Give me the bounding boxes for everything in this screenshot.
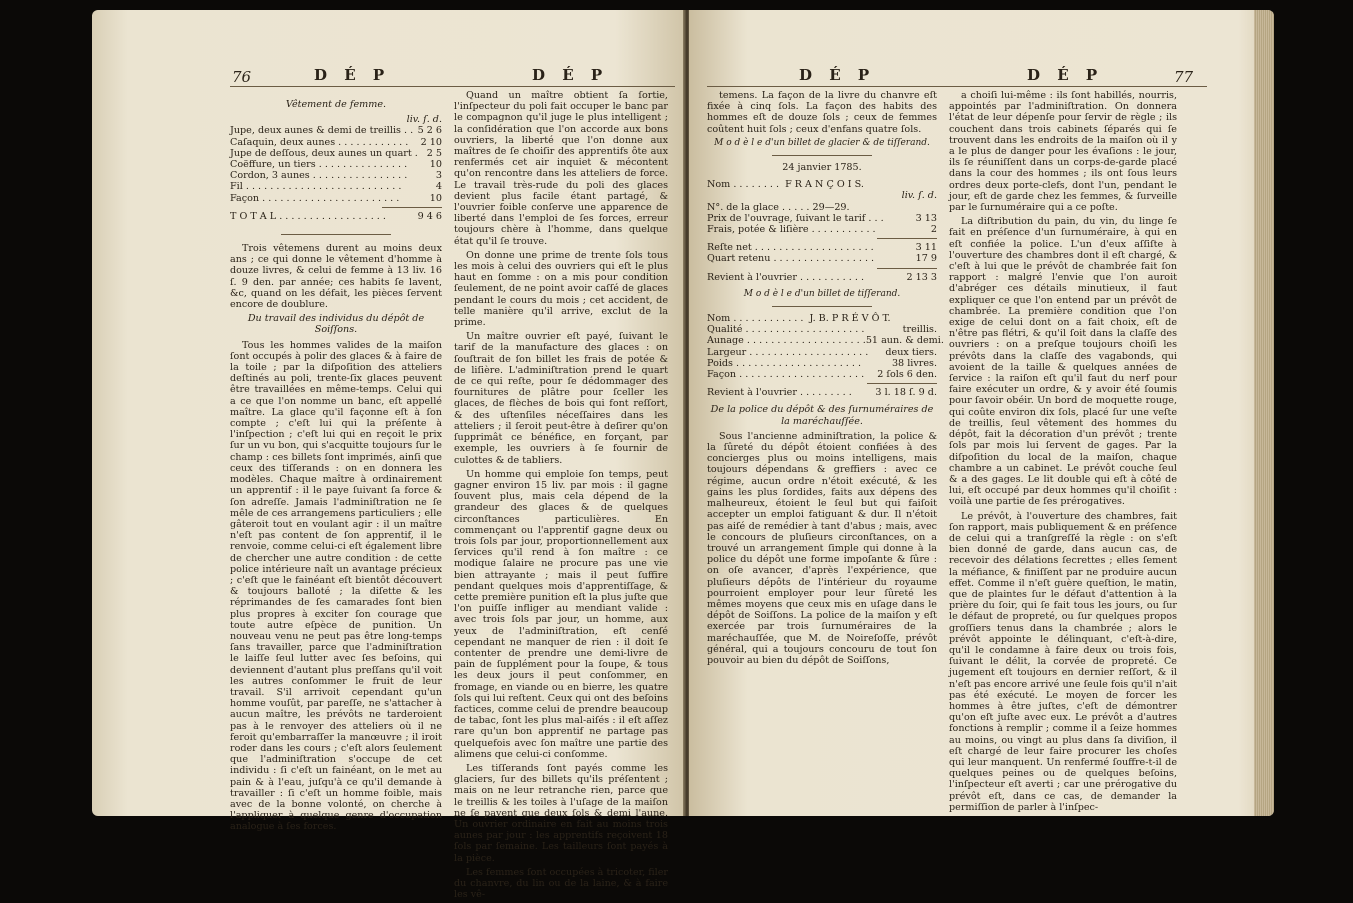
table-row	[230, 181, 442, 192]
row-label: Caſaquin, deux aunes . . . . . . . . . . . .	[230, 136, 409, 148]
paragraph: Un homme qui emploie ſon temps, peut gagner environ 15 liv. par mois : il gagne ſouvent plus, mais cela dépend de la grandeur des glaces & de quelques circonſtances particulières. En commençant ou l'apprentif gagne deux ou trois ſols par jour, proportionnellement aux ſervices qu'il rend à ſon maître : ce modique ſalaire ne procure pas une vie bien attrayante ; mais il peut ſuffire pendant quelques mois d'apprentiſſage, & cette première punition eſt la plus juſte que l'on puiſſe infliger au mendiant valide : avec trois ſols par jour, un homme, aux yeux de l'adminiſtration, eſt cenſé cependant ne manquer de rien : il doit ſe contenter de prendre une demi-livre de pain de ſupplément pour la ſoupe, & tous les deux jours il peut conſommer, en fromage, en viande ou en bierre, les quatre ſols qui lui reſtent. Ceux qui ont des beſoins factices, comme celui de prendre beaucoup de tabac, ſont les plus mal-aiſés : il eſt aſſez rare qu'un bon apprentif ne partage pas quelquefois avec ſon maître une partie des alimens que celui-ci conſomme.	[454, 468, 668, 760]
model-title: M o d è l e d'un billet de glacier & de tiſſerand.	[714, 137, 930, 148]
subheading: Du travail des individus du dépôt de Soiſſons.	[247, 313, 425, 336]
row-amount: 2 10	[420, 136, 442, 148]
row-amount: 5 2 6	[417, 125, 442, 137]
model-title: M o d è l e d'un billet de tiſſerand.	[743, 288, 901, 299]
table-row	[230, 159, 442, 170]
sum-rule	[877, 238, 937, 239]
paragraph: Un maître ouvrier eſt payé, ſuivant le tarif de la manufacture des glaces : on ſouſtrait de ſon billet les frais de potée & de liſière. L'adminiſtration prend le quart de ce qui reſte, pour ſe dédommager des fournitures de plâtre pour ſceller les glaces, de flèches de bois qui font reſſort, & des uſtenſiles néceſſaires dans les atteliers ; il ſeroit peut-être à deſirer qu'on ſupprimât ce bénéfice, en forçant, par exemple, les ouvriers à ſe fournir de culottes & de tabliers.	[454, 331, 668, 466]
running-head: D É P	[532, 66, 609, 84]
row-amount: treillis.	[902, 324, 937, 336]
paragraph: Les tiſſerands ſont payés comme les glaciers, ſur des billets qu'ils préſentent ; mais on ne leur retranche rien, parce que le treillis & les toiles à l'uſage de la maiſon ne ſe payent que deux ſols & demi l'aune. Un ouvrier ordinaire en fait au moins trois aunes par jour : les apprentifs reçoivent 18 ſols par ſemaine. Les tailleurs ſont payés à la pièce.	[454, 762, 668, 864]
ticket-date: 24 janvier 1785.	[782, 162, 862, 174]
row-amount: 3	[435, 170, 442, 182]
table-row	[707, 253, 937, 264]
left-page	[92, 10, 687, 901]
row-label: Cordon, 3 aunes . . . . . . . . . . . . . . . .	[230, 170, 408, 182]
paragraph: Sous l'ancienne adminiſtration, la police & la ſûreté du dépôt étoient confiées à des concierges plus ou moins intelligens, mais toujours dépendans & greffiers : avec ce régime, aucun ordre n'étoit exécuté, & les gains les plus ſordides, faits aux dépens des malheureux, étoient le ſeul but qui faiſoit accepter un emploi fatiguant & dur. Il n'étoit pas aiſé de remédier à tant d'abus ; mais, avec le concours de pluſieurs circonſtances, on a trouvé un arrangement ſimple qui donne à la police du dépôt une forme impoſante & ſûre : on oſe avancer, d'après l'expérience, que pluſieurs dépôts de l'intérieur du royaume pourroient employer pour leur ſûreté les mêmes moyens que ceux mis en uſage dans le dépôt de Soiſſons. La police de la maiſon y eſt exercée par trois ſurnuméraires de la maréchauſſée, que M. de Noireſoſſe, prévôt général, qui a toujours concouru de tout ſon pouvoir au bien du dépôt de Soiſſons,	[707, 430, 937, 666]
right-column-2	[949, 90, 1177, 816]
row-label: Qualité . . . . . . . . . . . . . . . . . . . .	[707, 324, 865, 336]
row-amount: 10	[429, 159, 442, 171]
sum-rule	[867, 383, 937, 384]
page-number: 76	[232, 68, 252, 86]
row-amount: 51 aun. & demi.	[865, 335, 944, 347]
row-amount: 2	[930, 224, 937, 236]
sum-rule	[877, 268, 937, 269]
table-row	[230, 148, 442, 159]
ticket-table	[707, 202, 937, 236]
units-header: liv. ſ. d.	[406, 114, 442, 126]
cost-table	[230, 125, 442, 203]
paragraph: a choiſi lui-même : ils ſont habillés, nourris, appointés par l'adminiſtration. On donnera l'état de leur dépenſe pour ſervir de règle ; ils couchent dans trois cabinets ſéparés qui ſe trouvent dans les endroits de la maiſon où il y a le plus de danger pour les évaſions : le jour, ils ſe réuniſſent dans un corps-de-garde placé dans la cour des hommes ; ils ont ſous leurs ordres deux porte-clefs, dont l'un, pendant le jour, eſt de garde chez les femmes, & ſurveille par le ſurnuméraire qui a ce poſte.	[949, 90, 1177, 214]
units-header: liv. ſ. d.	[901, 190, 937, 202]
paragraph: Trois vêtemens durent au moins deux ans ; ce qui donne le vêtement d'homme à douze livres, & celui de femme à 13 liv. 16 ſ. 9 den. par année; ces habits ſe lavent, &c, quand on les défait, les pièces ſervent encore de doublure.	[230, 243, 442, 311]
revient-row: Revient à l'ouvrier . . . . . . . . . . . 2 13 3	[707, 271, 937, 283]
open-book	[92, 10, 1288, 901]
ticket-table	[707, 324, 944, 381]
paragraph: Les femmes ſont occupées à tricoter, filer du chanvre, du lin ou de la laine, & à faire les vê-	[454, 866, 668, 901]
row-amount: 38 livres.	[891, 357, 937, 369]
paragraph: La diſtribution du pain, du vin, du linge ſe fait en préſence d'un ſurnuméraire, à qui en eſt confiée la police. L'un d'eux aſſiſte à l'ouverture des chambres dont il eſt chargé, & c'eſt à lui que le prévôt de chambrée fait ſon rapport : malgré l'envie que l'on auroit d'abréger ces détails minutieux, il faut expliquer ce que l'on entend par un prévôt de chambrée. La première condition que l'on exige de celui dont on a fait choix, eſt de n'être pas flétri, & qu'il ſoit dans la claſſe des ouvriers : on a preſque toujours choiſi les prévôts dans la claſſe des vagabonds, qui avoient de la taille & quelques années de ſervice : la raiſon eſt qu'il faut du nerf pour faire exécuter un ordre, & y avoir été ſoumis pour ſavoir obéir. Un bord de moquette rouge, qui coûte environ dix ſols, placé ſur une veſte de treillis, ſeul vêtement des hommes du dépôt, fait la décoration d'un prévôt ; trente ſols par mois lui ſervent de gages. Par la diſpoſition du local de la maiſon, chaque chambre a un cabinet. Le prévôt couche ſeul & a des gages. Le lit double qui eſt à côté de lui, eſt occupé par deux hommes qu'il choiſit : voilà une partie de ſes prérogatives.	[949, 216, 1177, 508]
ticket-name-row: Nom . . . . . . . . F R A N Ç O I S.	[707, 179, 864, 191]
row-label: Poids . . . . . . . . . . . . . . . . . . . . .	[707, 357, 862, 369]
row-label: Façon . . . . . . . . . . . . . . . . . . . . .	[707, 369, 865, 381]
paragraph: temens. La façon de la livre du chanvre eſt fixée à cinq ſols. La façon des habits des hommes eſt de douze ſols ; ceux de femmes coûtent huit ſols ; ceux d'enfans quatre ſols.	[707, 90, 937, 135]
divider	[772, 155, 872, 156]
section-heading: Vêtement de femme.	[285, 99, 387, 110]
ticket-name-row: Nom . . . . . . . . . . . . J. B. P R É V Ô T.	[707, 313, 891, 325]
row-amount: 4	[435, 181, 442, 193]
table-row	[707, 324, 937, 335]
row-label: Coëffure, un tiers . . . . . . . . . . . . . . .	[230, 159, 408, 171]
row-label: Façon . . . . . . . . . . . . . . . . . . . . . . .	[230, 192, 400, 204]
table-row	[707, 335, 944, 347]
row-amount: 3 11	[915, 242, 937, 254]
table-row	[707, 202, 937, 213]
divider	[281, 234, 391, 235]
row-label: Jupe de deſſous, deux aunes un quart .	[230, 147, 418, 159]
row-label: N°. de la glace . . . . . 29—29.	[707, 201, 850, 213]
table-row	[707, 242, 937, 253]
paragraph: Le prévôt, à l'ouverture des chambres, fait ſon rapport, mais publiquement & en préſence de celui qui a tranſgreſſé la règle : on s'eſt bien donné de garde, dans aucun cas, de recevoir des délations ſecrettes ; elles ſement la méfiance, & finiſſent par ne produire aucun effet. Comme il n'eſt guère queſtion, le matin, que de plaintes ſur le défaut d'attention à la prière du ſoir, qui ſe fait tous les jours, ou ſur le défaut de propreté, ou ſur quelques propos groſſiers tenus dans la chambrée ; alors le prévôt appointe le délinquant, c'eſt-à-dire, qu'il le condamne à faire deux ou trois fois, ſuivant le délit, la corvée de propreté. Ce jugement eſt toujours en dernier reſſort, & il n'eſt pas encore arrivé une ſeule fois qu'il n'ait pas été exécuté. Le moyen de forcer les hommes à être juſtes, c'eſt de démontrer qu'on eſt juſte avec eux. Le prévôt a d'autres fonctions à remplir ; comme il a ſeize hommes au moins, ou vingt au plus dans ſa diviſion, il eſt chargé de leur faire procurer les choſes qui leur manquent. Un renfermé ſouffre-t-il de quelques peines ou de quelques beſoins, l'inſpecteur eſt averti ; car une prérogative du prévôt eſt, dans ce cas, de demander la permiſſion de parler à l'inſpec-	[949, 510, 1177, 813]
header-rule	[707, 86, 1207, 87]
page-number: 77	[1174, 68, 1194, 86]
table-row	[230, 125, 442, 136]
right-page	[689, 10, 1274, 816]
left-column-1	[230, 96, 442, 836]
table-row	[707, 347, 937, 358]
table-row	[707, 213, 937, 224]
row-amount: 3 13	[915, 212, 937, 224]
sum-rule	[382, 207, 442, 208]
running-head: D É P	[1027, 66, 1104, 84]
table-row	[707, 358, 937, 369]
table-row	[230, 193, 442, 204]
paragraph: Tous les hommes valides de la maiſon ſont occupés à polir des glaces & à faire de la toile ; par la diſpoſition des atteliers deſtinés au poli, trente-ſix glaces peuvent être travaillées en même-temps. Celui qui a ce que l'on nomme un banc, eſt appellé maître. La glace qu'il façonne eſt à ſon compte ; c'eſt lui qui la préſente à l'inſpection ; c'eſt lui qui en reçoit le prix ſur un vu bon, qui s'acquitte toujours ſur le champ : ces billets ſont imprimés, ainſi que ceux des tiſſerands : on en donnera les modèles. Chaque maître à ordinairement un apprentif : il le paye ſuivant ſa force & ſon adreſſe. Jamais l'adminiſtration ne ſe mêle de ces arrangemens particuliers ; elle gâteroit tout en voulant agir : il un maître n'eſt pas content de ſon apprentif, il le renvoie, comme celui-ci eſt également libre de chercher une autre condition : de cette police intérieure naît un avantage précieux ; c'eſt que le fainéant eſt bientôt découvert & toujours balloté ; la diſette & les réprimandes de ſes camarades ſont bien plus propres à exciter ſon courage que toute autre eſpèce de punition. Un nouveau venu ne peut pas être long-temps ſans travailler, parce que l'adminiſtration le laiſſe ſeul lutter avec ſes beſoins, qui deviennent d'autant plus preſſans qu'il voit les autres conſommer le fruit de leur travail. S'il arrivoit cependant qu'un homme vouſût, par pareſſe, ne s'attacher à aucun maître, les prévôts ne tarderoient pas à le renvoyer des atteliers où il ne feroit qu'embarraſſer la manœuvre ; il iroit roder dans les cours ; c'eſt alors ſeulement que l'adminiſtration s'occupe de cet individu : ſi c'eſt un fainéant, on le met au pain & à l'eau, juſqu'à ce qu'il demande à travailler : ſi c'eſt un homme foible, mais avec de la bonne volonté, on cherche à l'appliquer à quelque genre d'occupation analogue à ſes forces.	[230, 339, 442, 833]
ticket-table	[707, 242, 937, 264]
row-amount: deux tiers.	[885, 346, 937, 358]
page-edges	[1254, 10, 1274, 816]
table-row	[707, 369, 937, 380]
running-head: D É P	[799, 66, 876, 84]
row-label: Fil . . . . . . . . . . . . . . . . . . . . . . . . . .	[230, 181, 402, 193]
row-label: Jupe, deux aunes & demi de treillis . .	[230, 125, 414, 137]
table-row	[707, 224, 937, 235]
row-amount: 2 5	[426, 147, 442, 159]
row-label: Aunage . . . . . . . . . . . . . . . . . . . .	[707, 335, 866, 347]
paragraph: On donne une prime de trente ſols tous les mois à celui des ouvriers qui eſt le plus haut en ſomme : on a mis pour condition ſeulement, de ne point avoir caſſé de glaces pendant le cours du mois ; cet accident, de telle manière qu'il arrive, exclut de la prime.	[454, 249, 668, 329]
divider	[772, 306, 872, 307]
row-label: Quart retenu . . . . . . . . . . . . . . . . .	[707, 253, 875, 265]
row-label: Largeur . . . . . . . . . . . . . . . . . . . .	[707, 346, 869, 358]
subheading: De la police du dépôt & des ſurnuméraires de la maréchauſſée.	[710, 404, 934, 427]
paragraph: Quand un maître obtient ſa ſortie, l'inſpecteur du poli fait occuper le banc par le compagnon qu'il juge le plus intelligent ; la conſidération que l'on accorde aux bons ouvriers, la liberté que l'on donne aux maîtres de ſe choiſir des apprentifs ôte aux renfermés cet air inquiet & mécontent qu'on rencontre dans les atteliers de force. Le travail très-rude du poli des glaces devient plus facile étant partagé, & l'ouvrier foible conſerve une apparence de liberté dans l'emploi de ſes forces, erreur toujours chère à l'homme, dans quelque état qu'il ſe trouve.	[454, 90, 668, 247]
right-column-1	[707, 90, 944, 669]
row-amount: 17 9	[915, 253, 937, 265]
row-label: Reſte net . . . . . . . . . . . . . . . . . . . .	[707, 242, 874, 254]
row-amount: 2 ſols 6 den.	[877, 369, 937, 381]
table-row	[230, 137, 442, 148]
left-column-2	[454, 90, 668, 903]
running-head: D É P	[314, 66, 391, 84]
revient-row: Revient à l'ouvrier . . . . . . . . . 3 l. 18 ſ. 9 d.	[707, 387, 937, 399]
table-row	[230, 170, 442, 181]
total-row: T O T A L . . . . . . . . . . . . . . . . . . 9 4 6	[230, 210, 442, 222]
row-amount: 10	[429, 192, 442, 204]
row-label: Frais, potée & liſière . . . . . . . . . . .	[707, 224, 876, 236]
row-amount	[885, 202, 937, 213]
row-label: Prix de l'ouvrage, ſuivant le tarif . . .	[707, 212, 884, 224]
header-rule	[230, 86, 675, 87]
